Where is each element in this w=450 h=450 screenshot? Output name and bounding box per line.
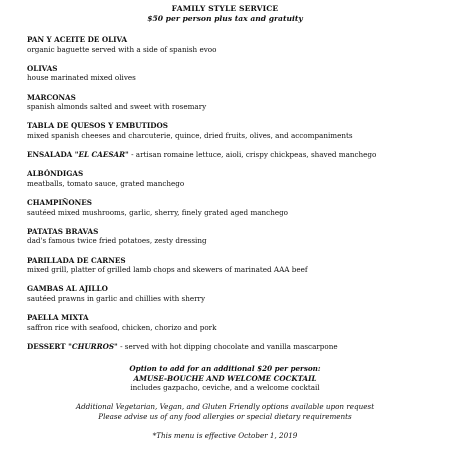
menu-item-description: sautéed mixed mushrooms, garlic, sherry, finely grated aged manchego [27, 207, 289, 217]
menu-footer [0, 364, 450, 441]
menu-item-olivas [27, 64, 437, 83]
menu-item-name-emphasis: "EL CAESAR" [74, 150, 129, 160]
menu-item-marconas [27, 93, 437, 112]
menu-item-albondigas [27, 169, 437, 188]
menu-item-ensalada [27, 150, 437, 160]
option-description: includes gazpacho, ceviche, and a welcome cocktail [130, 383, 320, 393]
menu-item-gambas [27, 284, 437, 303]
menu-item-name: PARILLADA DE CARNES [27, 255, 126, 265]
menu-price-subtitle: $50 per person plus tax and gratuity [147, 14, 303, 23]
dietary-note-options: Additional Vegetarian, Vegan, and Gluten Friendly options available upon request [75, 402, 375, 412]
menu-item-champinones [27, 198, 437, 217]
menu-item-tabla [27, 121, 437, 140]
menu-item-description: house marinated mixed olives [27, 73, 136, 83]
dietary-note-allergies: Please advise us of any food allergies or special dietary requirements [98, 411, 352, 421]
menu-item-name: ENSALADA [27, 150, 75, 160]
menu-title: FAMILY STYLE SERVICE [171, 4, 279, 13]
menu-item-description: spanish almonds salted and sweet with rosemary [27, 102, 207, 112]
menu-item-description: meatballs, tomato sauce, grated manchego [27, 178, 185, 188]
menu-item-description: mixed grill, platter of grilled lamb chops and skewers of marinated AAA beef [27, 265, 308, 275]
menu-item-name: PAN Y ACEITE DE OLIVA [27, 35, 128, 44]
menu-item-name-emphasis: "CHURROS" [68, 342, 118, 351]
dietary-notes [0, 402, 450, 421]
menu-item-description: organic baguette served with a side of spanish evoo [27, 44, 217, 54]
menu-items [27, 35, 437, 361]
menu-item-name: MARCONAS [27, 92, 76, 102]
menu-item-dessert [27, 342, 437, 352]
menu-header [0, 4, 450, 24]
menu-item-patatas-bravas [27, 227, 437, 246]
menu-item-description: sautéed prawns in garlic and chillies with sherry [27, 294, 206, 304]
menu-item-parillada [27, 256, 437, 275]
menu-item-description: saffron rice with seafood, chicken, chorizo and pork [27, 322, 217, 332]
menu-item-description: mixed spanish cheeses and charcuterie, quince, dried fruits, olives, and accompaniments [27, 130, 353, 140]
menu-item-name: PAELLA MIXTA [27, 313, 89, 323]
menu-item-name: ALBÓNDIGAS [27, 169, 84, 179]
menu-item-paella [27, 313, 437, 332]
menu-item-name: GAMBAS AL AJILLO [27, 284, 108, 294]
menu-item-description: - served with hot dipping chocolate and vanilla mascarpone [117, 342, 338, 351]
menu-item-description: dad's famous twice fried potatoes, zesty dressing [27, 236, 207, 246]
menu-item-pan-y-aceite [27, 35, 437, 54]
menu-item-name: TABLA DE QUESOS Y EMBUTIDOS [27, 121, 168, 131]
menu-item-name: PATATAS BRAVAS [27, 226, 99, 236]
menu-item-name: CHAMPIÑONES [27, 198, 92, 208]
effective-date-note: *This menu is effective October 1, 2019 [152, 431, 298, 441]
menu-item-name: DESSERT [27, 342, 69, 351]
option-title: Option to add for an additional $20 per person: [129, 364, 321, 373]
menu-item-name: OLIVAS [27, 63, 58, 73]
option-subtitle: AMUSE-BOUCHE AND WELCOME COCKTAIL [133, 373, 317, 383]
menu-item-description: - artisan romaine lettuce, aioli, crispy chickpeas, shaved manchego [128, 150, 377, 160]
